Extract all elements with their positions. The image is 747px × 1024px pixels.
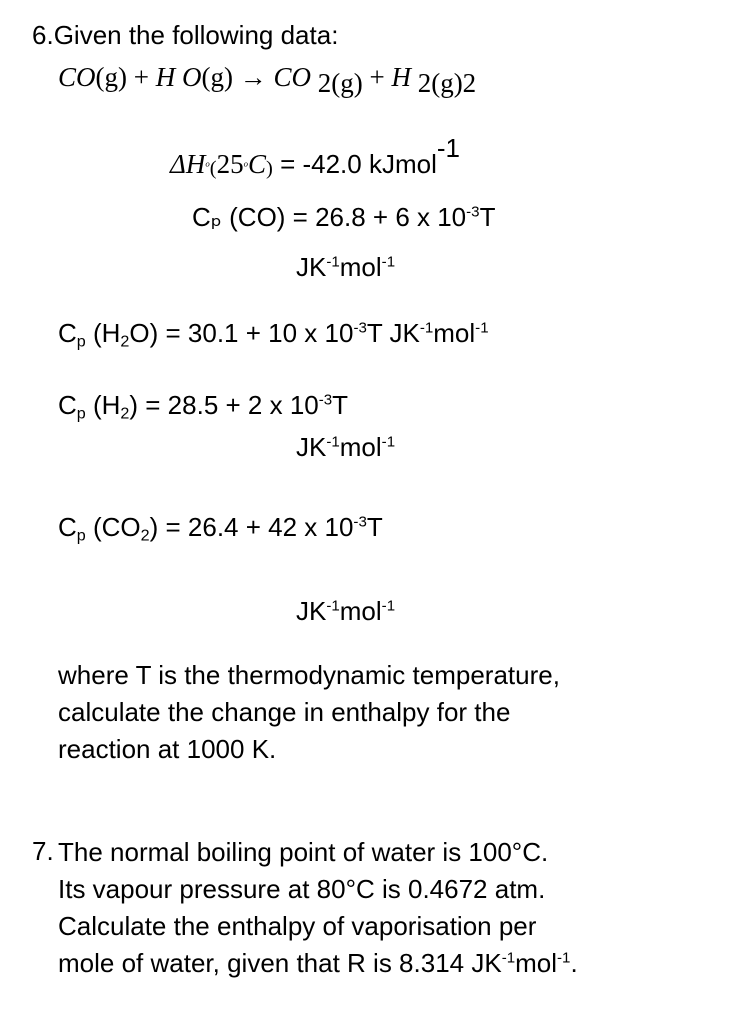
cp-h2o-p: p [76, 332, 86, 351]
enthalpy-temp: 25 [216, 149, 244, 180]
question-6-intro: Given the following data: [53, 20, 339, 50]
cp-co2-exp: -3 [353, 513, 367, 531]
cp-co-exp: -3 [466, 203, 480, 221]
cp-h2-line [58, 390, 348, 421]
unit-exp2: -1 [381, 433, 396, 451]
eq-co2-sub: 2 [317, 67, 332, 98]
cp-h2-exp: -3 [318, 391, 333, 409]
cp-co2-p: p [76, 526, 86, 545]
cp-co2-unit [296, 596, 395, 627]
cp-co2-sub: 2 [140, 526, 150, 545]
enthalpy-open-paren: ( [209, 157, 217, 180]
cp-co2-rest: ) = 26.4 + 42 x 10 [149, 512, 354, 542]
question-7-number: 7. [32, 836, 54, 866]
cp-h2o-sub: 2 [120, 332, 130, 351]
q7-line4-mol: mol [515, 948, 558, 978]
cp-h2-unit [296, 432, 395, 463]
question-6-heading [32, 20, 338, 51]
q7-line4-exp1: -1 [501, 949, 516, 967]
eq-arrow: → [239, 62, 267, 92]
eq-g4: (g)2 [431, 67, 477, 98]
cp-h2o-e1: -1 [419, 319, 434, 337]
unit-mol: mol [339, 596, 382, 626]
enthalpy-value: = -42.0 kJmol [272, 149, 437, 180]
question-6-number: 6. [32, 20, 54, 50]
prompt-line: reaction at 1000 K. [58, 734, 277, 764]
cp-co-t: T [479, 202, 496, 232]
unit-mol: mol [339, 252, 382, 282]
question-7-text [58, 834, 578, 982]
cp-co-line [192, 202, 495, 233]
cp-h2-t: T [332, 390, 349, 420]
q7-line4-exp2: -1 [557, 949, 571, 967]
q7-line4-text: mole of water, given that R is 8.314 JK [58, 948, 502, 978]
eq-co: CO [58, 62, 96, 92]
cp-h2o-mol: mol [433, 318, 476, 348]
eq-o: O [181, 62, 202, 92]
enthalpy-temp-degree: o [243, 158, 248, 169]
cp-h2-c: C [58, 390, 77, 420]
cp-h2-open: (H [85, 390, 121, 420]
q7-line-4 [58, 945, 578, 982]
prompt-line: where T is the thermodynamic temperature, [58, 660, 560, 690]
cp-h2o-c: C [58, 318, 77, 348]
cp-co2-open: (CO [85, 512, 141, 542]
enthalpy-close-paren: ) [266, 157, 273, 180]
cp-h2-rest: ) = 28.5 + 2 x 10 [129, 390, 319, 420]
unit-jk: JK [296, 432, 327, 462]
eq-g1: (g) [95, 62, 127, 92]
unit-mol: mol [339, 432, 382, 462]
cp-h2-sub: 2 [120, 404, 130, 423]
reaction-equation [58, 62, 477, 98]
delta-h-symbol: ΔH [170, 149, 206, 180]
q7-line: Its vapour pressure at 80°C is 0.4672 atm. [58, 874, 546, 904]
unit-exp2: -1 [381, 597, 396, 615]
enthalpy-exp: -1 [436, 133, 460, 163]
cp-h2o-e2: -1 [475, 319, 489, 337]
cp-h2-p: p [76, 404, 86, 423]
cp-h2o-line [58, 318, 489, 349]
unit-exp1: -1 [326, 597, 340, 615]
eq-h2-sub: 2 [417, 67, 432, 98]
unit-exp2: -1 [381, 253, 396, 271]
cp-co-unit [296, 252, 395, 283]
unit-jk: JK [296, 596, 327, 626]
cp-h2o-rest: O) = 30.1 + 10 x 10 [129, 318, 354, 348]
cp-co2-c: C [58, 512, 77, 542]
enthalpy-line [170, 133, 460, 180]
enthalpy-celsius: C [248, 149, 267, 180]
eq-g2: (g) [201, 62, 233, 92]
delta-h-degree: o [205, 158, 210, 169]
unit-exp1: -1 [326, 253, 340, 271]
prompt-line: calculate the change in enthalpy for the [58, 697, 511, 727]
eq-g3: (g) [331, 67, 363, 98]
unit-exp1: -1 [326, 433, 340, 451]
cp-co2-line [58, 512, 383, 543]
cp-h2o-open: (H [85, 318, 121, 348]
eq-plus2: + [369, 62, 385, 92]
eq-h2: H [391, 62, 411, 92]
q7-line: The normal boiling point of water is 100°C. [58, 837, 549, 867]
eq-co2: CO [273, 62, 311, 92]
eq-h: H [155, 62, 176, 92]
cp-h2o-t: T JK [366, 318, 420, 348]
question-6-prompt [58, 657, 560, 768]
q7-line: Calculate the enthalpy of vaporisation per [58, 911, 537, 941]
unit-jk: JK [296, 252, 327, 282]
eq-plus1: + [133, 62, 149, 92]
cp-h2o-exp: -3 [353, 319, 367, 337]
cp-co-text: Cₚ (CO) = 26.8 + 6 x 10 [192, 202, 467, 232]
q7-line4-end: . [570, 948, 578, 978]
cp-co2-t: T [366, 512, 383, 542]
